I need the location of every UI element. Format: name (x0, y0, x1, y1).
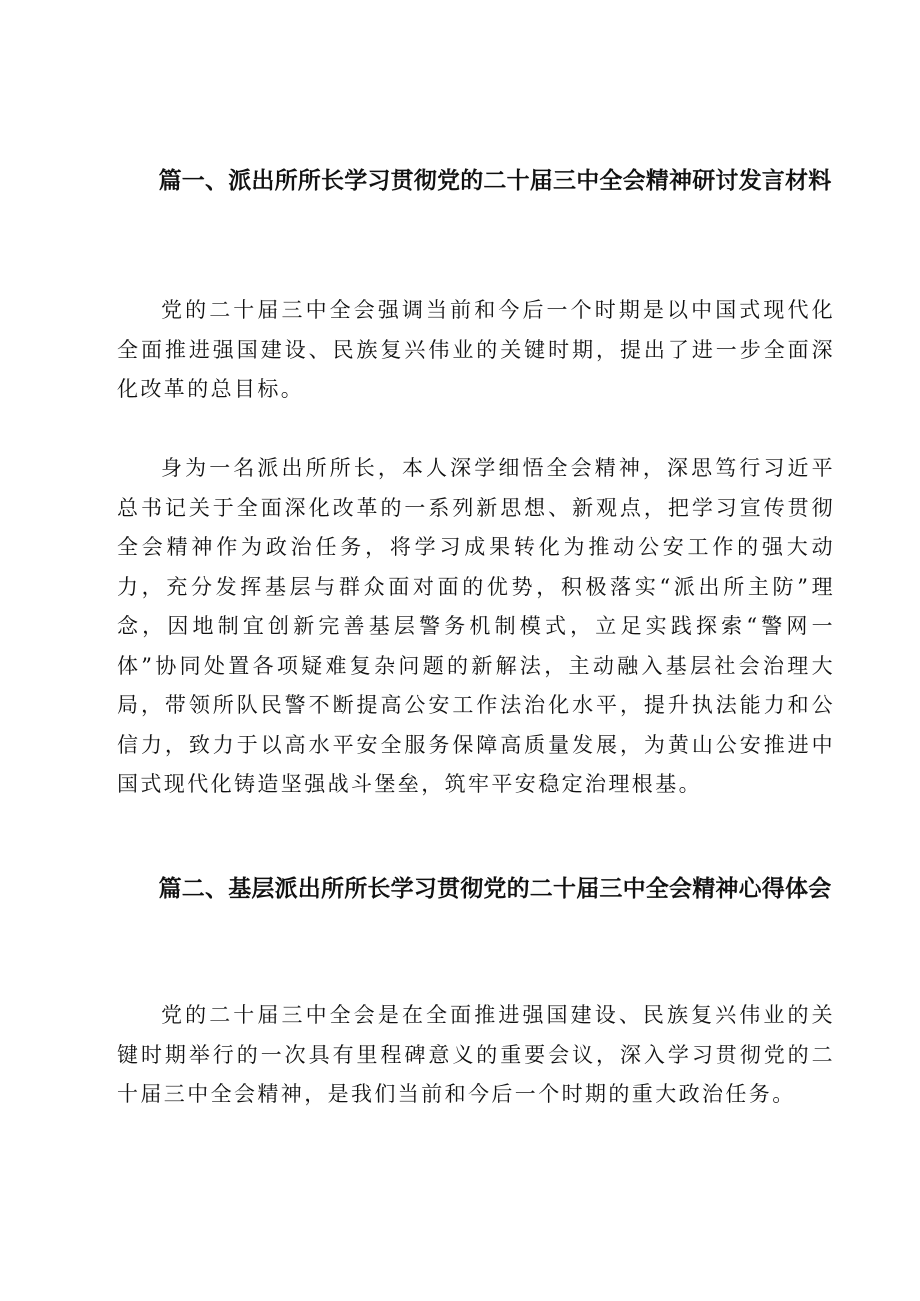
section-2-paragraph-1: 党的二十届三中全会是在全面推进强国建设、民族复兴伟业的关键时期举行的一次具有里程碑意义的重要会议，深入学习贯彻党的二十届三中全会精神，是我们当前和今后一个时期的重大政治任务。 (117, 1003, 835, 1106)
section-1-paragraph-2: 身为一名派出所所长，本人深学细悟全会精神，深思笃行习近平总书记关于全面深化改革的一系列新思想、新观点，把学习宣传贯彻全会精神作为政治任务，将学习成果转化为推动公安工作的强大动力，充分发挥基层与群众面对面的优势，积极落实“派出所主防”理念，因地制宜创新完善基层警务机制模式，立足实践探索“警网一体”协同处置各项疑难复杂问题的新解法，主动融入基层社会治理大局，带领所队民警不断提高公安工作法治化水平，提升执法能力和公信力，致力于以高水平安全服务保障高质量发展，为黄山公安推进中国式现代化铸造坚强战斗堡垒，筑牢平安稳定治理根基。 (117, 456, 835, 796)
section-1-paragraph-1: 党的二十届三中全会强调当前和今后一个时期是以中国式现代化全面推进强国建设、民族复兴伟业的关键时期，提出了进一步全面深化改革的总目标。 (117, 298, 835, 401)
section-1-title: 篇一、派出所所长学习贯彻党的二十届三中全会精神研讨发言材料 (158, 168, 832, 194)
section-2-title: 篇二、基层派出所所长学习贯彻党的二十届三中全会精神心得体会 (158, 876, 832, 902)
